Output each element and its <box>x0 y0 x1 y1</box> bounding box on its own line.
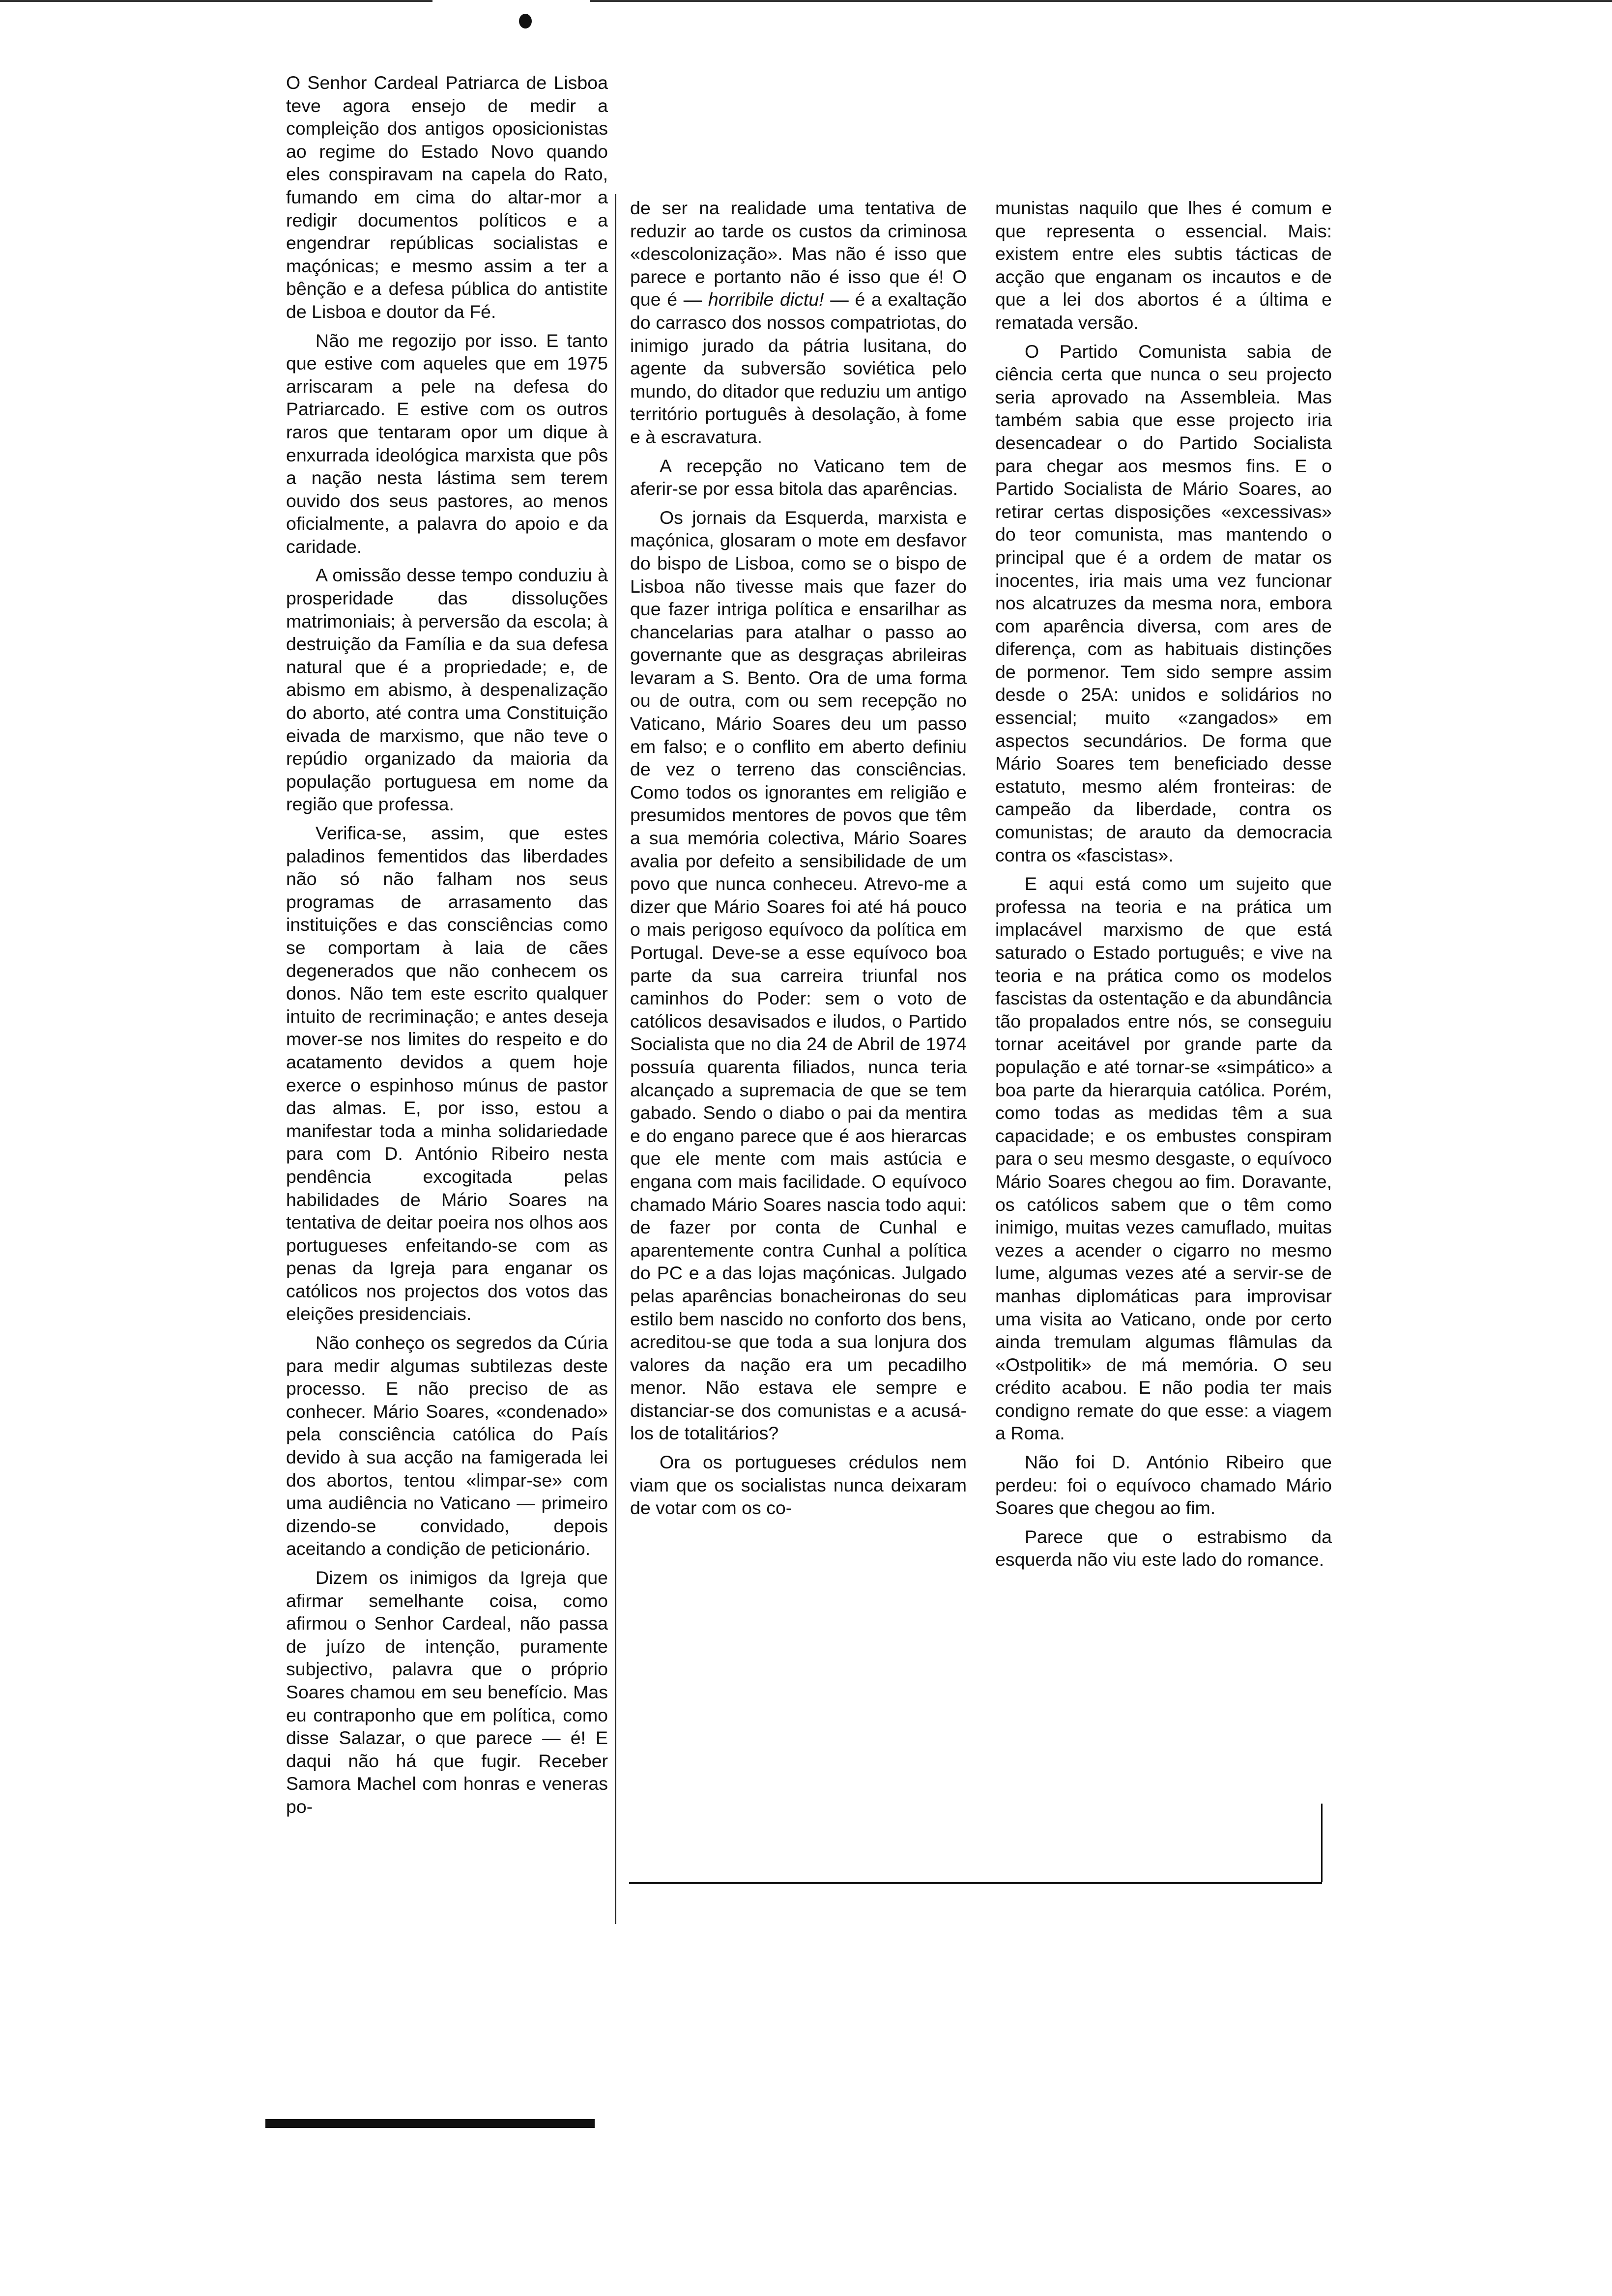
paragraph: Parece que o estrabismo da esquerda não viu este lado do romance. <box>995 1526 1332 1570</box>
latin-phrase: horribile dictu! <box>708 289 824 310</box>
article-column-1 <box>286 71 608 1818</box>
paragraph: Os jornais da Esquerda, marxista e maçónica, glosaram o mote em desfavor do bispo de Lisboa, como se o bispo de Lisboa não tivesse mais que fazer do que fazer intriga política e ensarilhar as chancelarias para atalhar o passo ao governante que as desgraças abrileiras levaram a S. Bento. Ora de uma forma ou de outra, com ou sem recepção no Vaticano, Mário Soares deu um passo em falso; e o conflito em aberto definiu de vez o terreno das consciências. Como todos os ignorantes em religião e presumidos mentores de povos que têm a sua memória colectiva, Mário Soares avalia por defeito a sensibilidade de um povo que nunca conheceu. Atrevo-me a dizer que Mário Soares foi até há pouco o mais perigoso equívoco da política em Portugal. Deve-se a esse equívoco boa parte da sua carreira triunfal nos caminhos do Poder: sem o voto de católicos desavisados e iludos, o Partido Socialista que no dia 24 de Abril de 1974 possuía quarenta filiados, nunca teria alcançado a supremacia de que se tem gabado. Sendo o diabo o pai da mentira e do engano parece que é aos hierarcas que ele mente com mais astúcia e engana com mais facilidade. O equívoco chamado Mário Soares nascia todo aqui: de fazer por conta de Cunhal e aparentemente contra Cunhal a política do PC e a das lojas maçónicas. Julgado pelas aparências bonacheironas do seu estilo bem nascido no conforto dos bens, acreditou-se que toda a sua lonjura dos valores da nação era um pecadilho menor. Não estava ele sempre e distanciar-se dos comunistas e a acusá-los de totalitários? <box>630 507 967 1444</box>
paragraph: Ora os portugueses crédulos nem viam que os socialistas nunca deixaram de votar com os co- <box>630 1452 967 1519</box>
paragraph: A omissão desse tempo conduziu à prosperidade das dissoluções matrimoniais; à perversão da escola; à destruição da Família e da sua defesa natural que é a propriedade; e, de abismo em abismo, à despenalização do aborto, até contra uma Constituição eivada de marxismo, que não teve o repúdio organizado da maioria da população portuguesa em nome da região que professa. <box>286 565 608 815</box>
paragraph: munistas naquilo que lhes é comum e que representa o essencial. Mais: existem entre eles subtis tácticas de acção que enganam os incautos e de que a lei dos abortos é a última e rematada versão. <box>995 198 1332 333</box>
bottom-rule-left <box>265 2119 595 2128</box>
paragraph: Não conheço os segredos da Cúria para medir algumas subtilezas deste processo. E não preciso de as conhecer. Mário Soares, «condenado» pela consciência católica do País devido à sua acção na famigerada lei dos abortos, tentou «limpar-se» com uma audiência no Vaticano — primeiro dizendo-se convidado, depois aceitando a condição de peticionário. <box>286 1332 608 1559</box>
bottom-rule-right <box>629 1882 1322 1884</box>
paragraph: A recepção no Vaticano tem de aferir-se por essa bitola das aparências. <box>630 455 967 499</box>
page-top-rule-left <box>0 0 432 2</box>
punch-hole-mark <box>519 14 532 29</box>
paragraph-text: de ser na realidade uma tentativa de reduzir ao tarde os custos da criminosa «descolonização». Mas não é isso que parece e portanto não é isso que é! O que é — <box>630 198 967 310</box>
paragraph: E aqui está como um sujeito que professa na teoria e na prática um implacável marxismo de que está saturado o Estado português; e vive na teoria e na prática como os modelos fascistas da ostentação e da abundância tão propalados entre nós, se conseguiu tornar aceitável por grande parte da população e até tornar-se «simpático» a boa parte da hierarquia católica. Porém, como todas as medidas têm a sua capacidade; e os embustes conspiram para o seu mesmo desgaste, o equívoco Mário Soares chegou ao fim. Doravante, os católicos sabem que o têm como inimigo, muitas vezes camuflado, muitas vezes a acender o cigarro no mesmo lume, algumas vezes até a servir-se de manhas diplomáticas para improvisar uma visita ao Vaticano, onde por certo ainda tremulam algumas flâmulas da «Ostpolitik» de má memória. O seu crédito acabou. E não podia ter mais condigno remate do que esse: a viagem a Roma. <box>995 873 1332 1444</box>
paragraph-text: — é a exaltação do carrasco dos nossos compatriotas, do inimigo jurado da pátria lusitana, do agente da subversão soviética pelo mundo, do ditador que reduziu um antigo território português à desolação, à fome e à escravatura. <box>630 289 967 447</box>
paragraph: Não me regozijo por isso. E tanto que estive com aqueles que em 1975 arriscaram a pele na defesa do Patriarcado. E estive com os outros raros que tentaram opor um dique à enxurrada ideológica marxista que pôs a nação nesta lástima sem terem ouvido dos seus pastores, ao menos oficialmente, a palavra do apoio e da caridade. <box>286 330 608 557</box>
paragraph: O Partido Comunista sabia de ciência certa que nunca o seu projecto seria aprovado na Assembleia. Mas também sabia que esse projecto iria desencadear o do Partido Socialista para chegar aos mesmos fins. E o Partido Socialista de Mário Soares, ao retirar certas disposições «excessivas» do teor comunista, mas mantendo o principal que é a ordem de matar os inocentes, iria mais uma vez funcionar nos alcatruzes da mesma nora, embora com aparência diversa, com ares de diferença, com as habituais distinções de pormenor. Tem sido sempre assim desde o 25A: unidos e solidários no essencial; muito «zangados» em aspectos secundários. De forma que Mário Soares tem beneficiado desse estatuto, mesmo além fronteiras: de campeão da liberdade, contra os comunistas; de arauto da democracia contra os «fascistas». <box>995 341 1332 865</box>
paragraph: Dizem os inimigos da Igreja que afirmar semelhante coisa, como afirmou o Senhor Cardeal, não passa de juízo de intenção, puramente subjectivo, palavra que o próprio Soares chamou em seu benefício. Mas eu contraponho que em política, como disse Salazar, o que parece — é! E daqui não há que fugir. Receber Samora Machel com honras e veneras po- <box>286 1567 608 1817</box>
paragraph: Verifica-se, assim, que estes paladinos fementidos das liberdades não só não falham nos seus programas de arrasamento das instituições e das consciências como se comportam à laia de cães degenerados que não conhecem os donos. Não tem este escrito qualquer intuito de recriminação; e antes deseja mover-se nos limites do respeito e do acatamento devidos a quem hoje exerce o espinhoso múnus de pastor das almas. E, por isso, estou a manifestar toda a minha solidariedade para com D. António Ribeiro nesta pendência excogitada pelas habilidades de Mário Soares na tentativa de deitar poeira nos olhos aos portugueses enfeitando-se com as penas da Igreja para enganar os católicos nos projectos dos votos das eleições presidenciais. <box>286 823 608 1324</box>
article-column-3 <box>995 197 1332 1571</box>
paragraph: O Senhor Cardeal Patriarca de Lisboa teve agora ensejo de medir a compleição dos antigos oposicionistas ao regime do Estado Novo quando eles conspiravam na capela do Rato, fumando em cima do altar-mor a redigir documentos políticos e a engendrar repúblicas socialistas e maçónicas; e mesmo assim a ter a bênção e a defesa pública do antistite de Lisboa e doutor da Fé. <box>286 72 608 322</box>
closing-rule-right-edge <box>1321 1804 1323 1882</box>
paragraph <box>630 197 967 449</box>
paragraph: Não foi D. António Ribeiro que perdeu: foi o equívoco chamado Mário Soares que chegou ao fim. <box>995 1452 1332 1519</box>
article-column-2 <box>630 197 967 1520</box>
page-top-rule-right <box>590 0 1612 2</box>
column-divider <box>615 194 616 1924</box>
